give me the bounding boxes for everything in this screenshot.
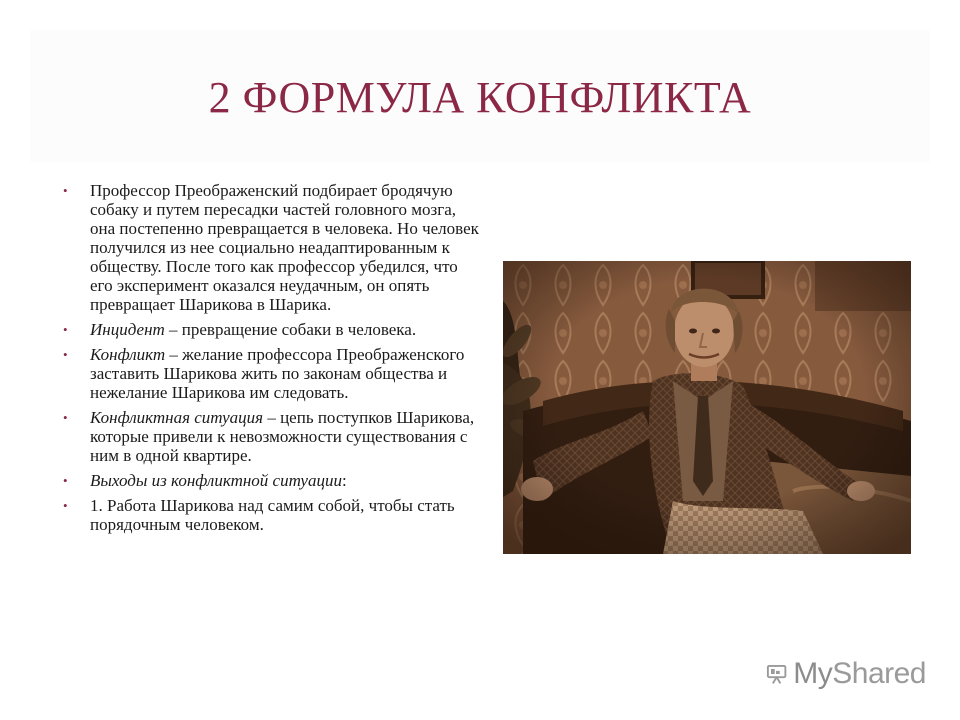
presentation-board-icon (766, 657, 787, 691)
bullet-term: Выходы из конфликтной ситуации (90, 471, 342, 490)
bullet-text: – желание профессора Преображенского заставить Шарикова жить по законам общества и нежелание Шарикова им следовать. (90, 345, 465, 402)
watermark (766, 652, 926, 696)
bullet-dot-icon: • (63, 347, 68, 362)
slide-title: 2 ФОРМУЛА КОНФЛИКТА (208, 73, 752, 122)
bullet-text: Профессор Преображенский подбирает бродячую собаку и путем пересадки частей головного мозга, она постепенно превращается в человека. Но человек получился из нее социально неадаптированным к обществу. После того как профессор убедился, что его эксперимент оказался неудачным, он опять превращает Шарикова в Шарика. (90, 181, 479, 314)
bullet-text: – превращение собаки в человека. (164, 320, 417, 339)
bullet-item (63, 496, 483, 534)
bullet-item (63, 408, 483, 465)
bullet-text: : (341, 471, 347, 490)
bullet-item (63, 345, 483, 402)
bullet-text: 1. Работа Шарикова над самим собой, чтобы стать порядочным человеком. (90, 496, 455, 534)
bullet-term: Конфликтная ситуация (90, 408, 264, 427)
watermark-text: MyShared (793, 657, 926, 690)
bullet-item (63, 471, 483, 490)
bullet-item (63, 320, 483, 339)
bullet-list (63, 181, 483, 540)
bullet-term: Конфликт (90, 345, 166, 364)
bullet-item (63, 181, 483, 314)
bullet-text: – цепь поступков Шарикова, которые привели к невозможности существования с ним в одной квартире. (90, 408, 475, 465)
bullet-dot-icon: • (63, 410, 68, 425)
bullet-dot-icon: • (63, 498, 68, 513)
bullet-dot-icon: • (63, 473, 68, 488)
bullet-dot-icon: • (63, 322, 68, 337)
film-still-photo (503, 261, 911, 554)
bullet-dot-icon: • (63, 183, 68, 198)
bullet-term: Инцидент (90, 320, 165, 339)
